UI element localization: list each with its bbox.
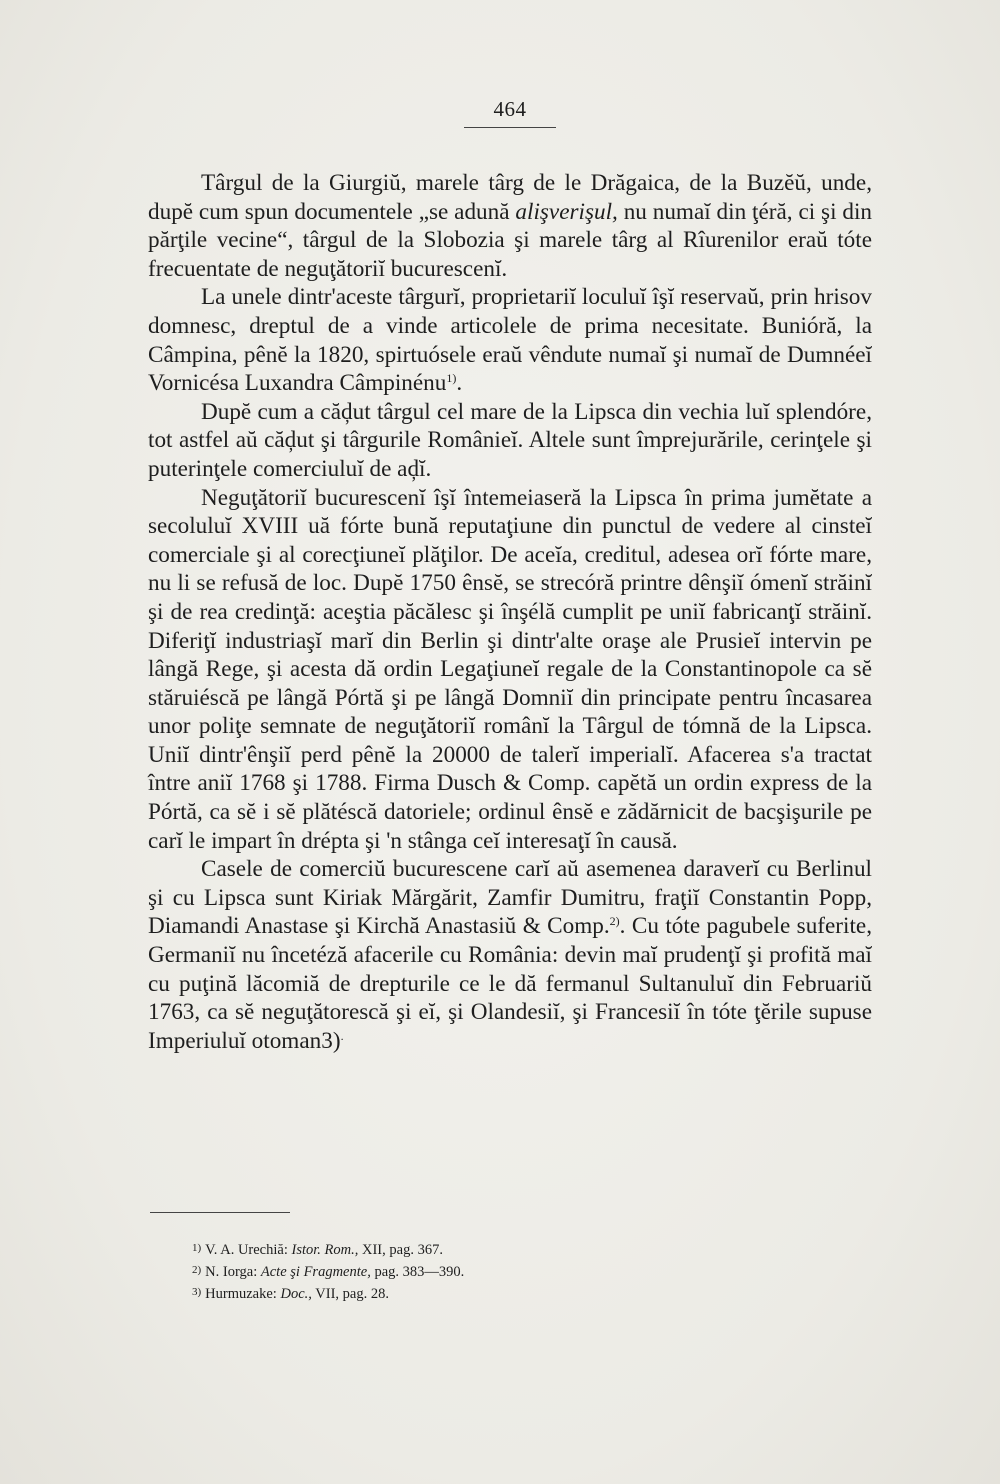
page-number: 464 — [493, 97, 527, 121]
footnote-1: $^{1)}$ V. A. Urechiă: Istor. Rom., XII, pag. 367. — [192, 1242, 443, 1258]
body-text — [148, 169, 872, 1055]
page-number-rule — [464, 127, 556, 128]
footnote-ref-2: 2) — [609, 914, 620, 929]
paragraph-3: Dupĕ cum a căḑut târgul cel mare de la Lipsca din vechia luĭ splendóre, tot astfel aŭ căḑut şi târgurile Românieĭ. Altele sunt împrejurările, cerinţele şi puterinţele comerciuluĭ de aḑĭ. — [148, 398, 872, 482]
emphasis-alisverisul: alişverişul, — [515, 198, 618, 225]
paragraph-4: Neguţătoriĭ bucurescenĭ îşĭ întemeiaseră la Lipsca în prima jumĕtate a secoluluĭ XVIII uă fórte bună reputaţiune din punctul de vedere al cinsteĭ comerciale şi al corecţiuneĭ plăţilor. De aceĭa, creditul, adesea orĭ fórte mare, nu li se refusă de loc. Dupĕ 1750 ênsĕ, se strecóră printre dênşiĭ ómenĭ străinĭ şi de rea credinţă: aceştia păcălesc şi înşélă cumplit pe uniĭ fabricanţĭ străinĭ. Diferiţĭ industriaşĭ marĭ din Berlin şi dintr'alte oraşe ale Prusieĭ intervin pe lângă Rege, şi acesta dă ordin Legaţiuneĭ regale de la Constantinopole ca sĕ stăruiéscă pe lângă Pórtă şi pe lângă Domniĭ din principate pentru încasarea unor poliţe semnate de neguţătoriĭ românĭ la Târgul de tómnă de la Lipsca. Uniĭ dintr'ênşiĭ perd pênĕ la 20000 de talerĭ imperialĭ. Afacerea s'a tractat între aniĭ 1768 şi 1788. Firma Dusch & Comp. capĕtă un ordin express de la Pórtă, ca sĕ i sĕ plătéscă datoriele; ordinul ênsĕ e zădărnicit de bacşişurile pe carĭ le impart în drépta şi 'n stânga ceĭ interesaţĭ în causă. — [148, 484, 872, 854]
footnotes — [192, 1238, 752, 1304]
footnote-3: $^{3)}$ Hurmuzake: Doc., VII, pag. 28. — [192, 1286, 389, 1302]
footnote-ref-3: . — [340, 1028, 344, 1043]
footnote-2: $^{2)}$ N. Iorga: Acte şi Fragmente, pag. 383—390. — [192, 1264, 465, 1280]
footnote-ref-1: 1) — [446, 371, 457, 386]
paragraph-5: Casele de comerciŭ bucurescene carĭ aŭ asemenea daraverĭ cu Berlinul şi cu Lipsca sunt Kiriak Mărgărit, Zamfir Dumitru, fraţiĭ Constantin Popp, Diamandi Anastase şi Kirchă Anastasiŭ & Comp.$^{2)}$. Cu tóte pagubele suferite, Germaniĭ nu încetéză afacerile cu România: devin maĭ prudenţĭ şi profită maĭ cu puţină lăcomiă de drepturile ce le dă fermanul Sultanuluĭ din Februariŭ 1763, ca sĕ neguţătorescă şi eĭ, şi Olandesiĭ, şi Francesiĭ în tóte ţĕrile supuse Imperiuluĭ otoman3). — [148, 856, 872, 1054]
footnote-separator — [150, 1212, 290, 1213]
paragraph-2: La unele dintr'aceste târgurĭ, proprietariĭ loculuĭ îşĭ reservaŭ, prin hrisov domnesc, dreptul de a vinde articolele de prima necesitate. Bunióră, la Câmpina, pênĕ la 1820, spirtuósele eraŭ vêndute numaĭ şi numaĭ de Dumnéeĭ Vornicésa Luxandra Câmpinénu$^{1)}$. — [148, 284, 872, 397]
paragraph-1: Târgul de la Giurgiŭ, marele târg de le Drăgaica, de la Buzĕŭ, unde, dupĕ cum spun documentele „se adună alişverişul, nu numaĭ din ţéră, ci şi din părţile vecine“, târgul de la Slobozia şi marele târg al Rîurenilor eraŭ tóte frecuentate de neguţătoriĭ bucurescenĭ. — [148, 170, 873, 282]
